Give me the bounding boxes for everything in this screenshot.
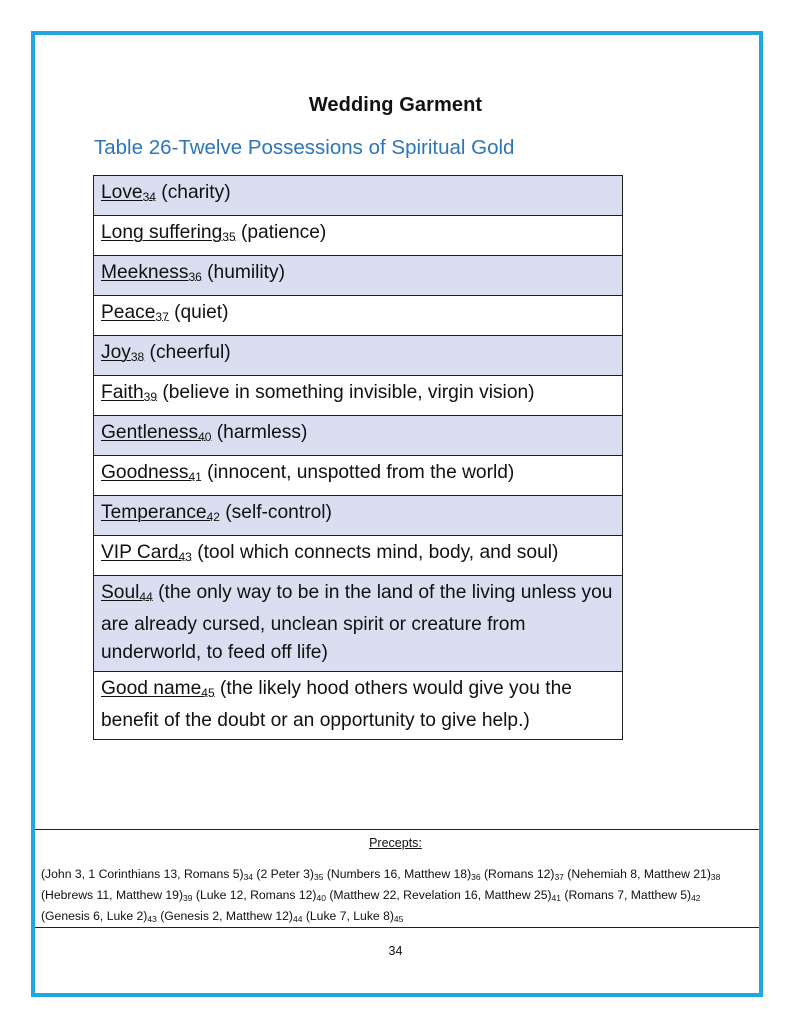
possession-description: (patience) <box>235 222 327 243</box>
page-heading: Wedding Garment <box>308 94 483 116</box>
possession-term: Long suffering <box>101 222 223 243</box>
precept-ref-number: 41 <box>551 893 562 903</box>
possession-description: (humility) <box>201 262 285 283</box>
precept-reference: (Genesis 6, Luke 2) <box>41 909 148 923</box>
possession-term-with-ref <box>101 582 153 603</box>
possession-description: (quiet) <box>168 302 229 323</box>
precept-reference: (John 3, 1 Corinthians 13, Romans 5) <box>41 867 244 881</box>
precept-reference: (2 Peter 3) <box>253 867 314 881</box>
possession-description: (cheerful) <box>144 342 231 363</box>
page-number: 34 <box>388 944 403 958</box>
possession-description: (charity) <box>155 182 231 203</box>
table-cell <box>94 536 623 576</box>
table-row <box>94 336 623 376</box>
reference-number: 40 <box>198 430 212 444</box>
possession-term: Gentleness <box>101 422 199 443</box>
possession-term-with-ref <box>101 462 202 483</box>
possession-term: VIP Card <box>101 542 179 563</box>
possession-term: Soul <box>101 582 140 603</box>
precept-reference: (Nehemiah 8, Matthew 21) <box>563 867 711 881</box>
possessions-table <box>93 175 623 740</box>
precept-reference: (Romans 7, Matthew 5) <box>561 888 692 902</box>
possession-term-with-ref <box>101 342 144 363</box>
possession-term-with-ref <box>101 222 236 243</box>
table-row <box>94 672 623 740</box>
table-cell <box>94 672 623 740</box>
precept-ref-number: 42 <box>691 893 701 903</box>
table-cell <box>94 496 623 536</box>
possession-term: Joy <box>101 342 131 363</box>
possession-description: (believe in something invisible, virgin vision) <box>157 382 535 403</box>
table-cell <box>94 456 623 496</box>
precept-reference: (Luke 12, Romans 12) <box>192 888 317 902</box>
reference-number: 42 <box>206 510 220 524</box>
reference-number: 37 <box>155 310 169 324</box>
table-cell <box>94 296 623 336</box>
table-cell <box>94 576 623 672</box>
possession-term: Love <box>101 182 143 203</box>
precept-reference: (Genesis 2, Matthew 12) <box>156 909 293 923</box>
possession-term-with-ref <box>101 502 220 523</box>
table-row <box>94 456 623 496</box>
table-row <box>94 256 623 296</box>
table-row <box>94 296 623 336</box>
table-row <box>94 416 623 456</box>
reference-number: 44 <box>139 590 153 604</box>
reference-number: 39 <box>143 390 158 404</box>
reference-number: 38 <box>130 350 145 364</box>
table-cell <box>94 416 623 456</box>
reference-number: 35 <box>222 230 236 244</box>
precepts-title: Precepts: <box>369 836 422 850</box>
table-cell <box>94 176 623 216</box>
table-row <box>94 376 623 416</box>
possession-description: (the likely hood others would give you the benefit of the doubt or an opportunity to give help.) <box>101 678 572 731</box>
possession-term-with-ref <box>101 678 215 699</box>
footer-divider-top <box>35 829 759 830</box>
precepts-references <box>41 865 741 928</box>
precept-ref-number: 40 <box>316 893 326 903</box>
reference-number: 45 <box>201 686 215 700</box>
precept-ref-number: 36 <box>471 872 481 882</box>
possession-term: Peace <box>101 302 156 323</box>
table-cell <box>94 336 623 376</box>
precept-ref-number: 45 <box>393 914 404 924</box>
reference-number: 41 <box>188 470 202 484</box>
precept-ref-number: 37 <box>554 872 564 882</box>
precept-reference: (Luke 7, Luke 8) <box>302 909 394 923</box>
table-cell <box>94 256 623 296</box>
reference-number: 43 <box>178 550 192 564</box>
possession-term-with-ref <box>101 262 202 283</box>
precept-ref-number: 39 <box>183 893 193 903</box>
precept-ref-number: 44 <box>292 914 303 924</box>
table-cell <box>94 376 623 416</box>
possession-term-with-ref <box>101 382 157 403</box>
possession-term: Faith <box>101 382 144 403</box>
precept-reference: (Matthew 22, Revelation 16, Matthew 25) <box>325 888 552 902</box>
precept-reference: (Numbers 16, Matthew 18) <box>323 867 472 881</box>
precept-reference: (Romans 12) <box>480 867 555 881</box>
precept-ref-number: 43 <box>147 914 157 924</box>
table-caption: Table 26-Twelve Possessions of Spiritual Gold <box>94 136 515 159</box>
table-row <box>94 176 623 216</box>
possession-term-with-ref <box>101 422 211 443</box>
reference-number: 36 <box>188 270 202 284</box>
footer-divider-bottom <box>35 927 759 928</box>
reference-number: 34 <box>142 190 156 204</box>
possession-term-with-ref <box>101 542 192 563</box>
possession-description: (innocent, unspotted from the world) <box>201 462 515 483</box>
possession-term-with-ref <box>101 182 156 203</box>
possession-term: Meekness <box>101 262 189 283</box>
precept-ref-number: 35 <box>314 872 324 882</box>
possession-term: Good name <box>101 678 202 699</box>
possession-term-with-ref <box>101 302 169 323</box>
table-row <box>94 576 623 672</box>
table-row <box>94 216 623 256</box>
possession-term: Goodness <box>101 462 189 483</box>
possession-description: (tool which connects mind, body, and soul) <box>191 542 559 563</box>
possession-term: Temperance <box>101 502 207 523</box>
possession-description: (the only way to be in the land of the living unless you are already cursed, unclean spirit or creature from underworld, to feed off life) <box>101 582 613 663</box>
table-row <box>94 496 623 536</box>
precept-reference: (Hebrews 11, Matthew 19) <box>41 888 184 902</box>
precept-ref-number: 38 <box>710 872 721 882</box>
possession-description: (self-control) <box>219 502 332 523</box>
precept-ref-number: 34 <box>243 872 254 882</box>
table-cell <box>94 216 623 256</box>
possession-description: (harmless) <box>211 422 308 443</box>
table-row <box>94 536 623 576</box>
